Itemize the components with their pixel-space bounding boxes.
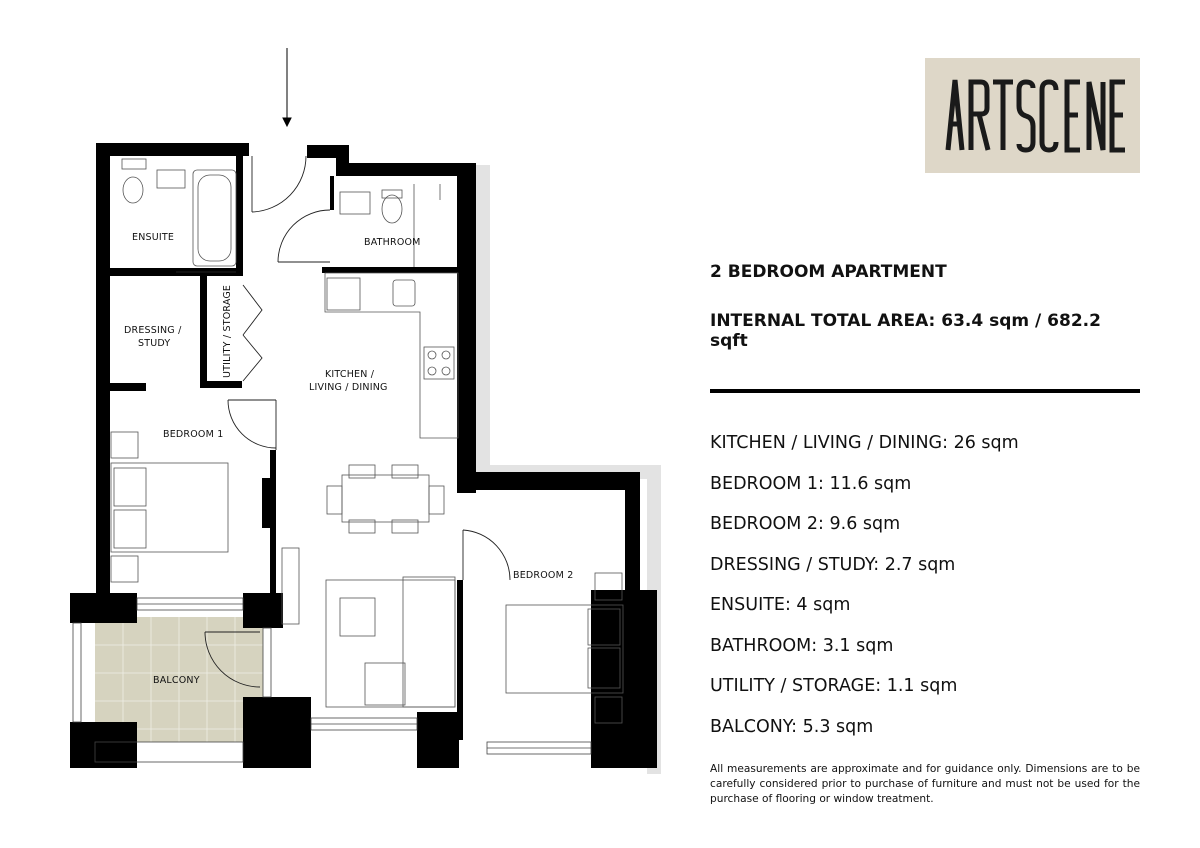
total-area: INTERNAL TOTAL AREA: 63.4 sqm / 682.2 sqft (710, 311, 1101, 351)
disclaimer: All measurements are approximate and for guidance only. Dimensions are to be carefully considered prior to purchase of furniture and must not be used for the purchase of flooring or window treatment. (710, 763, 1140, 805)
area-item: KITCHEN / LIVING / DINING: 26 sqm (710, 433, 1019, 453)
bedroom1-label: BEDROOM 1 (163, 429, 224, 440)
dressing-label-line2: STUDY (138, 338, 171, 349)
utility-label: UTILITY / STORAGE (222, 284, 233, 378)
divider (710, 389, 1140, 393)
room-area-list (710, 431, 1140, 755)
area-item: ENSUITE: 4 sqm (710, 595, 851, 615)
area-item: BEDROOM 2: 9.6 sqm (710, 514, 901, 534)
balcony-label: BALCONY (153, 675, 200, 686)
bathroom-label: BATHROOM (364, 237, 421, 248)
apartment-title: 2 BEDROOM APARTMENT (710, 262, 947, 282)
area-item: DRESSING / STUDY: 2.7 sqm (710, 554, 956, 575)
bedroom2-label: BEDROOM 2 (513, 570, 574, 581)
area-item: BALCONY: 5.3 sqm (710, 716, 874, 737)
apartment-info (710, 262, 1140, 755)
artscene-logo (925, 58, 1140, 173)
kitchen-label-line2: LIVING / DINING (309, 382, 388, 393)
area-item: BEDROOM 1: 11.6 sqm (710, 473, 912, 494)
area-item: BATHROOM: 3.1 sqm (710, 635, 894, 656)
ensuite-label: ENSUITE (132, 232, 175, 243)
kitchen-label-line1: KITCHEN / (325, 369, 375, 380)
dressing-label-line1: DRESSING / (124, 325, 182, 336)
area-item: UTILITY / STORAGE: 1.1 sqm (710, 676, 958, 696)
artscene-logotype (925, 58, 1140, 173)
entry-arrow-icon (283, 48, 291, 126)
